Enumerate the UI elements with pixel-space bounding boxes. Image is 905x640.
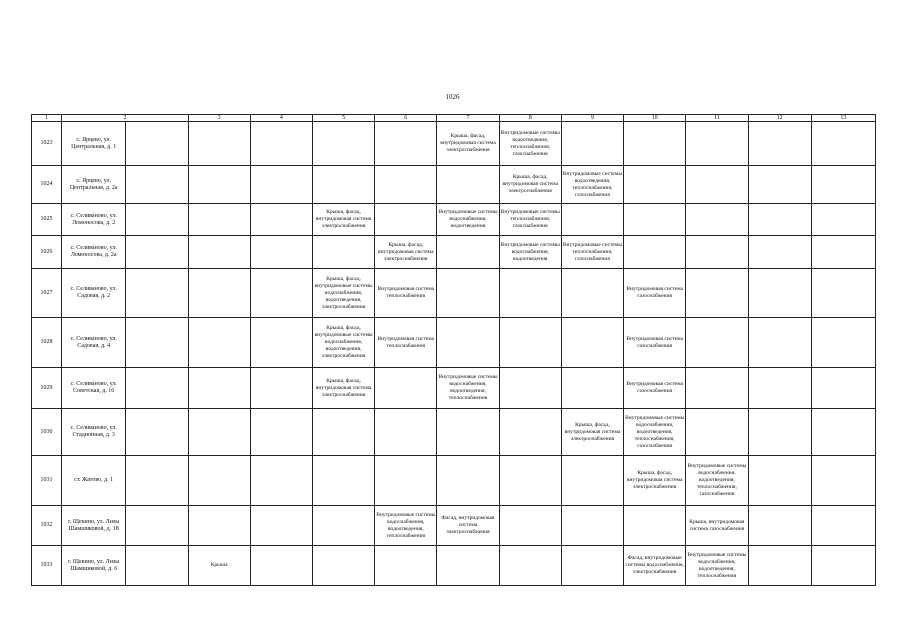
work-cell bbox=[624, 122, 686, 166]
work-cell bbox=[811, 269, 875, 318]
work-cell: Внутридомовые системы теплоснабжения, газоснабжения bbox=[561, 236, 623, 269]
work-cell bbox=[126, 204, 188, 236]
work-cell bbox=[624, 506, 686, 546]
row-number: 1031 bbox=[32, 456, 62, 506]
work-cell: Крыша, фасад, внутридомовая система электроснабжения bbox=[437, 122, 499, 166]
work-cell bbox=[561, 506, 623, 546]
work-cell bbox=[312, 456, 374, 506]
table-row bbox=[32, 166, 876, 204]
work-cell bbox=[811, 546, 875, 586]
repair-schedule-table bbox=[31, 114, 876, 586]
address-cell: ст. Жатово, д. 1 bbox=[62, 456, 126, 506]
work-cell bbox=[375, 166, 437, 204]
work-cell bbox=[250, 122, 312, 166]
address-cell: с. Ярцево, ул. Центральная, д. 1 bbox=[62, 122, 126, 166]
work-cell bbox=[561, 368, 623, 409]
work-cell bbox=[811, 506, 875, 546]
work-cell: Крыша, фасад, внутридомовая система электроснабжения bbox=[375, 236, 437, 269]
work-cell bbox=[250, 236, 312, 269]
work-cell: Крыша, фасад, внутридомовая система электроснабжения bbox=[624, 456, 686, 506]
work-cell: Крыша, фасад, внутридомовая система электроснабжения bbox=[312, 368, 374, 409]
work-cell bbox=[126, 236, 188, 269]
work-cell bbox=[811, 318, 875, 368]
work-cell bbox=[561, 456, 623, 506]
work-cell bbox=[126, 269, 188, 318]
work-cell: Внутридомовые системы водоснабжения, водоотведения, теплоснабжения bbox=[437, 368, 499, 409]
table-row bbox=[32, 204, 876, 236]
work-cell: Фасад, внутридомовые системы водоснабжения, электроснабжения bbox=[624, 546, 686, 586]
work-cell bbox=[499, 269, 561, 318]
work-cell bbox=[312, 546, 374, 586]
table-row bbox=[32, 506, 876, 546]
work-cell: Внутридомовая система газоснабжения bbox=[624, 318, 686, 368]
work-cell: Внутридомовая система теплоснабжения bbox=[375, 318, 437, 368]
work-cell bbox=[499, 456, 561, 506]
table-row bbox=[32, 409, 876, 456]
work-cell bbox=[748, 204, 811, 236]
work-cell bbox=[188, 409, 250, 456]
table-row bbox=[32, 456, 876, 506]
row-number: 1033 bbox=[32, 546, 62, 586]
row-number: 1024 bbox=[32, 166, 62, 204]
work-cell bbox=[748, 166, 811, 204]
work-cell bbox=[250, 368, 312, 409]
table-row bbox=[32, 368, 876, 409]
work-cell bbox=[188, 122, 250, 166]
work-cell bbox=[748, 409, 811, 456]
address-cell: с. Селиваново, ул. Садовая, д. 2 bbox=[62, 269, 126, 318]
column-header: 9 bbox=[561, 115, 623, 122]
work-cell bbox=[686, 122, 748, 166]
work-cell bbox=[188, 456, 250, 506]
work-cell: Внутридомовая система газоснабжения bbox=[624, 269, 686, 318]
work-cell bbox=[686, 368, 748, 409]
column-header: 7 bbox=[437, 115, 499, 122]
work-cell bbox=[437, 409, 499, 456]
work-cell: Внутридомовые системы водоснабжения, водоотведения, теплоснабжения bbox=[686, 546, 748, 586]
work-cell: Крыша, фасад, внутридомовые системы водоснабжения, водоотведения, электроснабжения bbox=[312, 318, 374, 368]
work-cell bbox=[126, 546, 188, 586]
work-cell bbox=[437, 546, 499, 586]
column-header: 6 bbox=[375, 115, 437, 122]
work-cell bbox=[624, 166, 686, 204]
work-cell bbox=[126, 318, 188, 368]
column-header: 13 bbox=[811, 115, 875, 122]
work-cell bbox=[312, 409, 374, 456]
work-cell bbox=[748, 456, 811, 506]
work-cell bbox=[188, 269, 250, 318]
work-cell bbox=[748, 122, 811, 166]
row-number: 1027 bbox=[32, 269, 62, 318]
work-cell bbox=[686, 269, 748, 318]
row-number: 1026 bbox=[32, 236, 62, 269]
work-cell: Внутридомовые системы теплоснабжения, газоснабжения bbox=[499, 204, 561, 236]
work-cell: Внутридомовые системы водоснабжения, водоотведения bbox=[437, 204, 499, 236]
work-cell bbox=[624, 236, 686, 269]
work-cell: Крыша, фасад, внутридомовые системы водоснабжения, водоотведения, электроснабжения bbox=[312, 269, 374, 318]
work-cell: Крыша, фасад, внутридомовая система электроснабжения bbox=[499, 166, 561, 204]
work-cell bbox=[188, 318, 250, 368]
work-cell bbox=[375, 456, 437, 506]
column-header: 12 bbox=[748, 115, 811, 122]
work-cell bbox=[312, 122, 374, 166]
address-cell: г. Щекино, ул. Лизы Шамшиковой, д. 18 bbox=[62, 506, 126, 546]
work-cell bbox=[748, 269, 811, 318]
work-cell: Внутридомовые системы водоснабжения, водоотведения, теплоснабжения, газоснабжения bbox=[686, 456, 748, 506]
work-cell bbox=[437, 166, 499, 204]
work-cell bbox=[748, 506, 811, 546]
work-cell bbox=[188, 204, 250, 236]
work-cell bbox=[437, 318, 499, 368]
table-row bbox=[32, 122, 876, 166]
work-cell bbox=[811, 456, 875, 506]
work-cell: Крыша bbox=[188, 546, 250, 586]
column-header: 5 bbox=[312, 115, 374, 122]
row-number: 1029 bbox=[32, 368, 62, 409]
work-cell bbox=[188, 236, 250, 269]
work-cell bbox=[188, 368, 250, 409]
page-number: 1026 bbox=[445, 93, 460, 101]
work-cell bbox=[126, 456, 188, 506]
row-number: 1028 bbox=[32, 318, 62, 368]
work-cell bbox=[437, 269, 499, 318]
work-cell bbox=[811, 166, 875, 204]
work-cell bbox=[499, 368, 561, 409]
work-cell: Фасад, внутридомовая система электроснабжения bbox=[437, 506, 499, 546]
work-cell bbox=[499, 506, 561, 546]
work-cell: Крыша, внутридомовая система газоснабжения bbox=[686, 506, 748, 546]
work-cell bbox=[811, 122, 875, 166]
work-cell bbox=[686, 409, 748, 456]
work-cell: Внутридомовые системы водоснабжения, водоотведения, теплоснабжения bbox=[375, 506, 437, 546]
work-cell bbox=[499, 546, 561, 586]
work-cell bbox=[375, 546, 437, 586]
work-cell bbox=[748, 546, 811, 586]
column-header: 4 bbox=[250, 115, 312, 122]
work-cell: Внутридомовые системы водоотведения, теплоснабжения, газоснабжения bbox=[561, 166, 623, 204]
address-cell: с. Селиваново, ул. Стадионная, д. 3 bbox=[62, 409, 126, 456]
work-cell bbox=[811, 204, 875, 236]
work-cell bbox=[561, 204, 623, 236]
work-cell bbox=[250, 318, 312, 368]
column-header: 11 bbox=[686, 115, 748, 122]
work-cell bbox=[250, 269, 312, 318]
work-cell: Внутридомовая система теплоснабжения bbox=[375, 269, 437, 318]
column-header: 2 bbox=[62, 115, 188, 122]
column-header: 10 bbox=[624, 115, 686, 122]
work-cell bbox=[250, 166, 312, 204]
work-cell bbox=[375, 368, 437, 409]
row-number: 1023 bbox=[32, 122, 62, 166]
table-row bbox=[32, 546, 876, 586]
work-cell bbox=[312, 166, 374, 204]
work-cell bbox=[126, 122, 188, 166]
work-cell bbox=[686, 166, 748, 204]
work-cell bbox=[561, 269, 623, 318]
work-cell bbox=[126, 506, 188, 546]
work-cell bbox=[811, 236, 875, 269]
work-cell bbox=[250, 546, 312, 586]
work-cell bbox=[748, 368, 811, 409]
work-cell bbox=[748, 236, 811, 269]
address-cell: с. Селиваново, ул. Ломоносова, д. 2а bbox=[62, 236, 126, 269]
work-cell bbox=[686, 236, 748, 269]
table-header bbox=[32, 115, 876, 122]
address-cell: г. Щекино, ул. Лизы Шамшиковой, д. 6 bbox=[62, 546, 126, 586]
work-cell bbox=[624, 204, 686, 236]
table-row bbox=[32, 236, 876, 269]
table-row bbox=[32, 318, 876, 368]
work-cell bbox=[561, 122, 623, 166]
table-row bbox=[32, 269, 876, 318]
work-cell bbox=[188, 166, 250, 204]
work-cell bbox=[188, 506, 250, 546]
work-cell bbox=[375, 122, 437, 166]
work-cell bbox=[748, 318, 811, 368]
work-cell: Внутридомовые системы водоотведения, теплоснабжения, газоснабжения bbox=[499, 122, 561, 166]
work-cell bbox=[561, 546, 623, 586]
address-cell: с. Селиваново, ул. Садовая, д. 4 bbox=[62, 318, 126, 368]
work-cell bbox=[811, 368, 875, 409]
work-cell: Внутридомовая система газоснабжения bbox=[624, 368, 686, 409]
table-body bbox=[32, 122, 876, 586]
address-cell: с. Селиваново, ул. Ломоносова, д. 2 bbox=[62, 204, 126, 236]
row-number: 1032 bbox=[32, 506, 62, 546]
work-cell: Внутридомовые системы водоснабжения, водоотведения bbox=[499, 236, 561, 269]
work-cell bbox=[126, 368, 188, 409]
address-cell: с. Ярцево, ул. Центральная, д. 2а bbox=[62, 166, 126, 204]
column-header: 3 bbox=[188, 115, 250, 122]
work-cell bbox=[499, 409, 561, 456]
work-cell bbox=[250, 204, 312, 236]
column-header: 8 bbox=[499, 115, 561, 122]
work-cell: Крыша, фасад, внутридомовая система электроснабжения bbox=[312, 204, 374, 236]
work-cell bbox=[811, 409, 875, 456]
work-cell: Крыша, фасад, внутридомовая система электроснабжения bbox=[561, 409, 623, 456]
work-cell bbox=[437, 236, 499, 269]
work-cell bbox=[126, 166, 188, 204]
row-number: 1030 bbox=[32, 409, 62, 456]
work-cell: Внутридомовые системы водоснабжения, водоотведения, теплоснабжения, газоснабжения bbox=[624, 409, 686, 456]
address-cell: с. Селиваново, ул. Советская, д. 16 bbox=[62, 368, 126, 409]
work-cell bbox=[250, 506, 312, 546]
work-cell bbox=[375, 204, 437, 236]
work-cell bbox=[250, 409, 312, 456]
column-header: 1 bbox=[32, 115, 62, 122]
work-cell bbox=[126, 409, 188, 456]
work-cell bbox=[250, 456, 312, 506]
work-cell bbox=[686, 318, 748, 368]
row-number: 1025 bbox=[32, 204, 62, 236]
work-cell bbox=[561, 318, 623, 368]
work-cell bbox=[375, 409, 437, 456]
work-cell bbox=[437, 456, 499, 506]
work-cell bbox=[499, 318, 561, 368]
work-cell bbox=[312, 236, 374, 269]
work-cell bbox=[312, 506, 374, 546]
work-cell bbox=[686, 204, 748, 236]
